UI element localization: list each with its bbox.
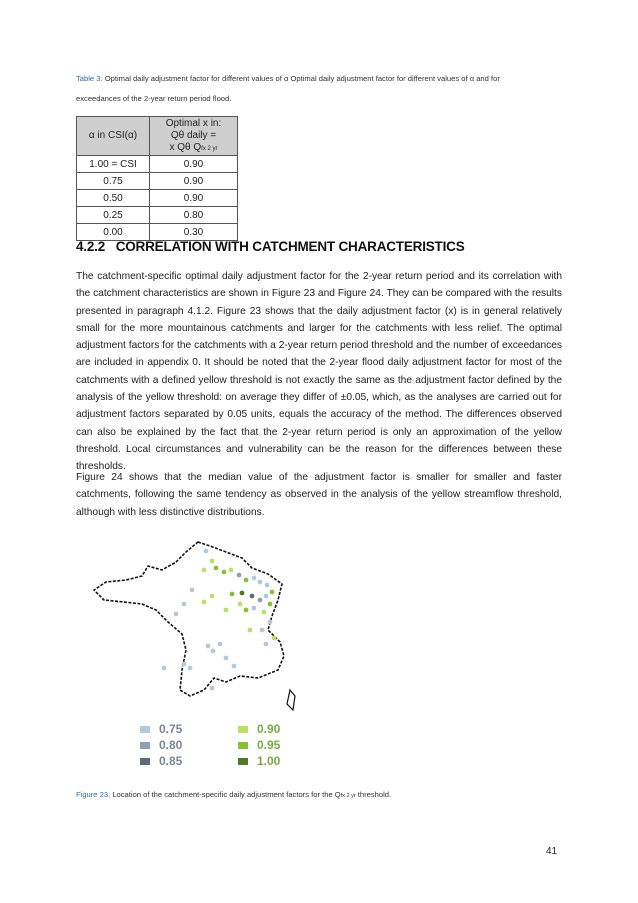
catchment-point [244, 578, 249, 583]
catchment-point [237, 573, 242, 578]
catchment-point [272, 636, 277, 641]
map-legend [140, 722, 310, 772]
catchment-point [182, 602, 187, 607]
table-row: 1.00 = CSI 0.90 [77, 156, 238, 173]
legend-swatch [140, 758, 150, 765]
page-number: 41 [546, 846, 558, 857]
legend-item: 0.85 [140, 754, 182, 768]
table-caption-text2: exceedances of the 2-year return period flood. [76, 94, 232, 103]
section-title: CORRELATION WITH CATCHMENT CHARACTERISTICS [115, 239, 465, 254]
catchment-point [265, 583, 270, 588]
body-paragraph-1: The catchment-specific optimal daily adjustment factor for the 2-year return period and its correlation with the catchment characteristics are shown in Figure 23 and Figure 24. They can be compared with the results presented in paragraph 4.1.2. Figure 23 shows that the daily adjustment factor (x) is in general relatively small for the more mountainous catchments and larger for the catchments with less relief. The optimal adjustment factors for the catchments with a 2-year return period threshold and the number of exceedances are included in appendix 0. It should be noted that the 2-year flood daily adjustment factor for most of the catchments with a defined yellow threshold is not exactly the same as the adjustment factor defined by the analysis of the yellow threshold: on average they differ of ±0.05, which, as the analyses are carried out for adjustment factors separated by 0.05 units, equals the accuracy of the method. The differences observed can also be explained by the fact that the 2-year return period is only an approximation of the yellow threshold. Local circumstances and vulnerability can be the reason for the differences between these thresholds. [76, 271, 562, 473]
catchment-point [218, 642, 223, 647]
legend-item: 0.80 [140, 738, 182, 752]
catchment-point [248, 628, 253, 633]
section-number: 4.2.2 [76, 239, 106, 254]
section-heading [76, 239, 465, 254]
catchment-point [224, 656, 229, 661]
catchment-point [182, 662, 187, 667]
legend-swatch [140, 742, 150, 749]
catchment-point [202, 568, 207, 573]
figure-caption-text: Location of the catchment-specific daily adjustment factors for the Q [110, 790, 341, 799]
catchment-point [260, 628, 265, 633]
catchment-point [262, 610, 267, 615]
catchment-point [229, 568, 234, 573]
catchment-point [238, 602, 243, 607]
catchment-point [210, 686, 215, 691]
catchment-point [174, 612, 179, 617]
catchment-point [244, 608, 249, 613]
catchment-point [252, 576, 257, 581]
table-header-row [77, 117, 238, 156]
catchment-point [204, 549, 209, 554]
adjustment-factor-table [76, 116, 238, 241]
catchment-point [240, 591, 245, 596]
catchment-point [264, 642, 269, 647]
table-caption-label: Table 3. [76, 74, 103, 83]
catchment-point [270, 590, 275, 595]
catchment-point [232, 664, 237, 669]
legend-item: 1.00 [238, 754, 280, 768]
table-row: 0.75 0.90 [77, 173, 238, 190]
catchment-point [202, 600, 207, 605]
legend-swatch [238, 726, 248, 733]
catchment-point [252, 606, 257, 611]
catchment-point [258, 598, 263, 603]
france-outline [94, 542, 284, 696]
catchment-point [211, 649, 216, 654]
catchment-point [222, 570, 227, 575]
legend-swatch [238, 742, 248, 749]
catchment-point [214, 566, 219, 571]
catchment-point [162, 666, 167, 671]
catchment-point [268, 620, 273, 625]
catchment-point [190, 588, 195, 593]
table-row: 0.50 0.90 [77, 190, 238, 207]
catchment-point [230, 592, 235, 597]
header-alpha: α in CSI(α) [77, 117, 150, 156]
catchment-point [210, 594, 215, 599]
catchment-point [258, 580, 263, 585]
catchment-point [210, 559, 215, 564]
table-row: 0.25 0.80 [77, 207, 238, 224]
figure-caption-label: Figure 23. [76, 790, 111, 799]
figure-caption: Figure 23. Location of the catchment-specific daily adjustment factors for the Qfx 2 yr threshold. [76, 790, 392, 799]
body-paragraph-2: Figure 24 shows that the median value of the adjustment factor is smaller for smaller and faster catchments, following the same tendency as observed in the analysis of the yellow streamflow threshold, although with less distinctive distributions. [76, 472, 562, 518]
france-map [86, 538, 301, 713]
catchment-point [268, 602, 273, 607]
table-caption [76, 69, 566, 109]
legend-swatch [140, 726, 150, 733]
catchment-point [206, 644, 211, 649]
legend-item: 0.95 [238, 738, 280, 752]
legend-item: 0.75 [140, 722, 182, 736]
catchment-point [264, 594, 269, 599]
table-row: 0.00 0.30 [77, 224, 238, 241]
table-caption-text: Optimal daily adjustment factor for different values of α Optimal daily adjustment factor for different values of α and for [102, 74, 500, 83]
header-optimal-x: Optimal x in: Qθ daily = x Qθ Qfx 2 yr [150, 117, 238, 156]
legend-swatch [238, 758, 248, 765]
legend-item: 0.90 [238, 722, 280, 736]
corsica-outline [287, 690, 295, 710]
catchment-point [188, 666, 193, 671]
catchment-point [250, 594, 255, 599]
catchment-point [224, 608, 229, 613]
